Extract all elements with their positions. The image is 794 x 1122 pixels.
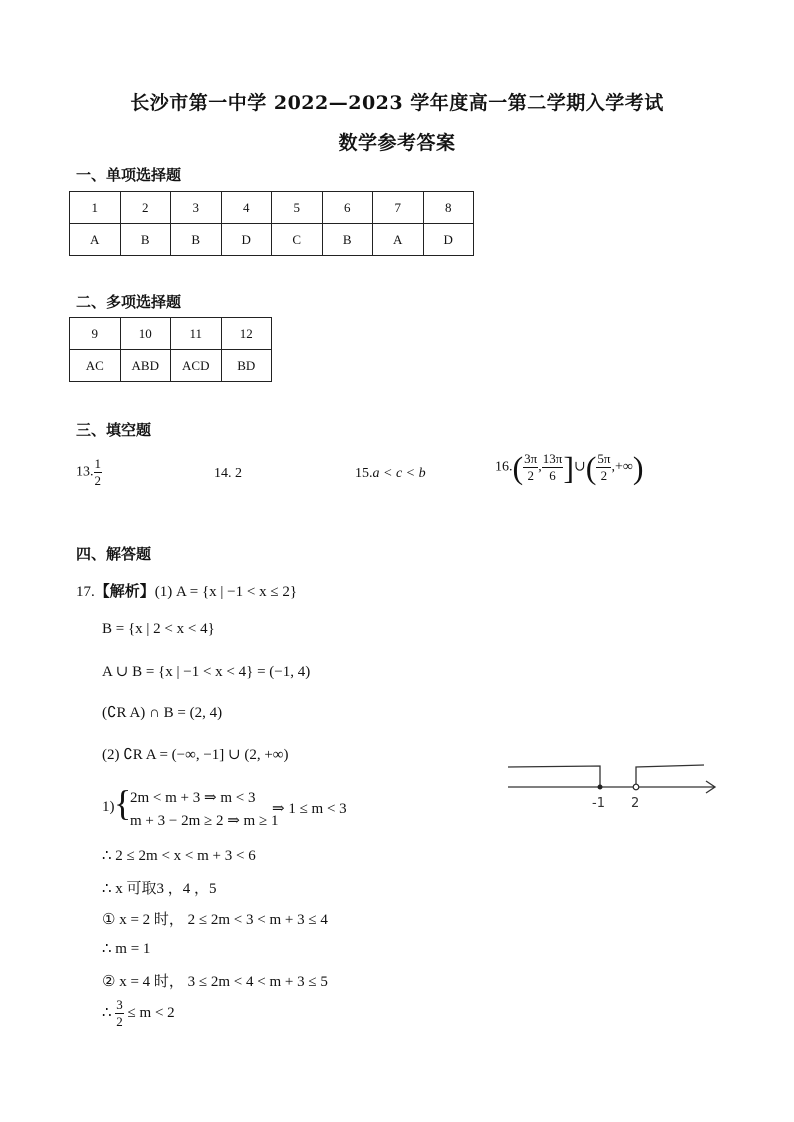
table-cell: 3 [171, 192, 222, 224]
answer-14: 14. 2 [214, 466, 242, 481]
table-cell: A [373, 224, 424, 256]
page-subtitle: 数学参考答案 [338, 132, 456, 154]
table-cell: A [70, 224, 121, 256]
answer-16: 16.( $\frac{3\pi}{2}$ , $\frac{13\pi}{6}$ ]∪( $\frac{5\pi}{2}$ ,+∞) [495, 449, 644, 486]
table-cell: B [322, 224, 373, 256]
solution-line-4: (∁R A) ∩ B = (2, 4) [102, 705, 223, 721]
table-cell: 7 [373, 192, 424, 224]
solution-line-11: ② x = 4 时， 3 ≤ 2m < 4 < m + 3 ≤ 5 [102, 974, 328, 990]
solution-line-8: ∴ x 可取3 ，4 ，5 [102, 881, 217, 897]
multi-choice-table [69, 317, 272, 382]
answer-13: 13. $\frac{1}{2}$ [76, 456, 101, 488]
page-title: 长沙市第一中学 2022—2023 学年度高一第二学期入学考试 [130, 92, 664, 114]
sketch-label-two: 2 [631, 796, 640, 810]
single-choice-table [69, 191, 474, 256]
table-cell: 8 [423, 192, 474, 224]
section-heading-single-choice: 一、单项选择题 [76, 166, 182, 184]
table-cell: 12 [221, 318, 272, 350]
table-cell: 5 [272, 192, 323, 224]
solution-line-10: ∴ m = 1 [102, 941, 151, 957]
table-cell: D [221, 224, 272, 256]
solution-line-3: A ∪ B = {x | −1 < x < 4} = (−1, 4) [102, 664, 311, 680]
table-cell: 6 [322, 192, 373, 224]
solution-line-1: 17.【解析】(1) A = {x | −1 < x ≤ 2} [76, 584, 298, 600]
section-heading-multi-choice: 二、多项选择题 [76, 293, 182, 311]
table-cell: 1 [70, 192, 121, 224]
section-heading-solutions: 四、解答题 [76, 545, 152, 563]
table-cell: BD [221, 350, 272, 382]
fraction: $\frac{1}{2}$ [94, 456, 101, 488]
table-cell: ABD [120, 350, 171, 382]
answer-15: 15.a < c < b [355, 466, 426, 481]
solution-line-7: ∴ 2 ≤ 2m < x < m + 3 < 6 [102, 848, 256, 864]
solution-line-2: B = {x | 2 < x < 4} [102, 621, 215, 637]
solution-line-9: ① x = 2 时， 2 ≤ 2m < 3 < m + 3 ≤ 4 [102, 912, 328, 928]
table-cell: B [120, 224, 171, 256]
number-line-sketch [500, 755, 730, 810]
table-cell: B [171, 224, 222, 256]
table-cell: 2 [120, 192, 171, 224]
table-cell: ACD [171, 350, 222, 382]
table-cell: D [423, 224, 474, 256]
solution-line-12: ∴ $\frac{3}{2}$ ≤ m < 2 [102, 997, 175, 1029]
table-cell: 11 [171, 318, 222, 350]
section-heading-fill-blank: 三、填空题 [76, 421, 152, 439]
table-cell: C [272, 224, 323, 256]
table-cell: 9 [70, 318, 121, 350]
sketch-label-minus-one: -1 [592, 796, 605, 810]
solution-line-5: (2) ∁R A = (−∞, −1] ∪ (2, +∞) [102, 747, 289, 763]
table-cell: AC [70, 350, 121, 382]
table-cell: 10 [120, 318, 171, 350]
table-cell: 4 [221, 192, 272, 224]
